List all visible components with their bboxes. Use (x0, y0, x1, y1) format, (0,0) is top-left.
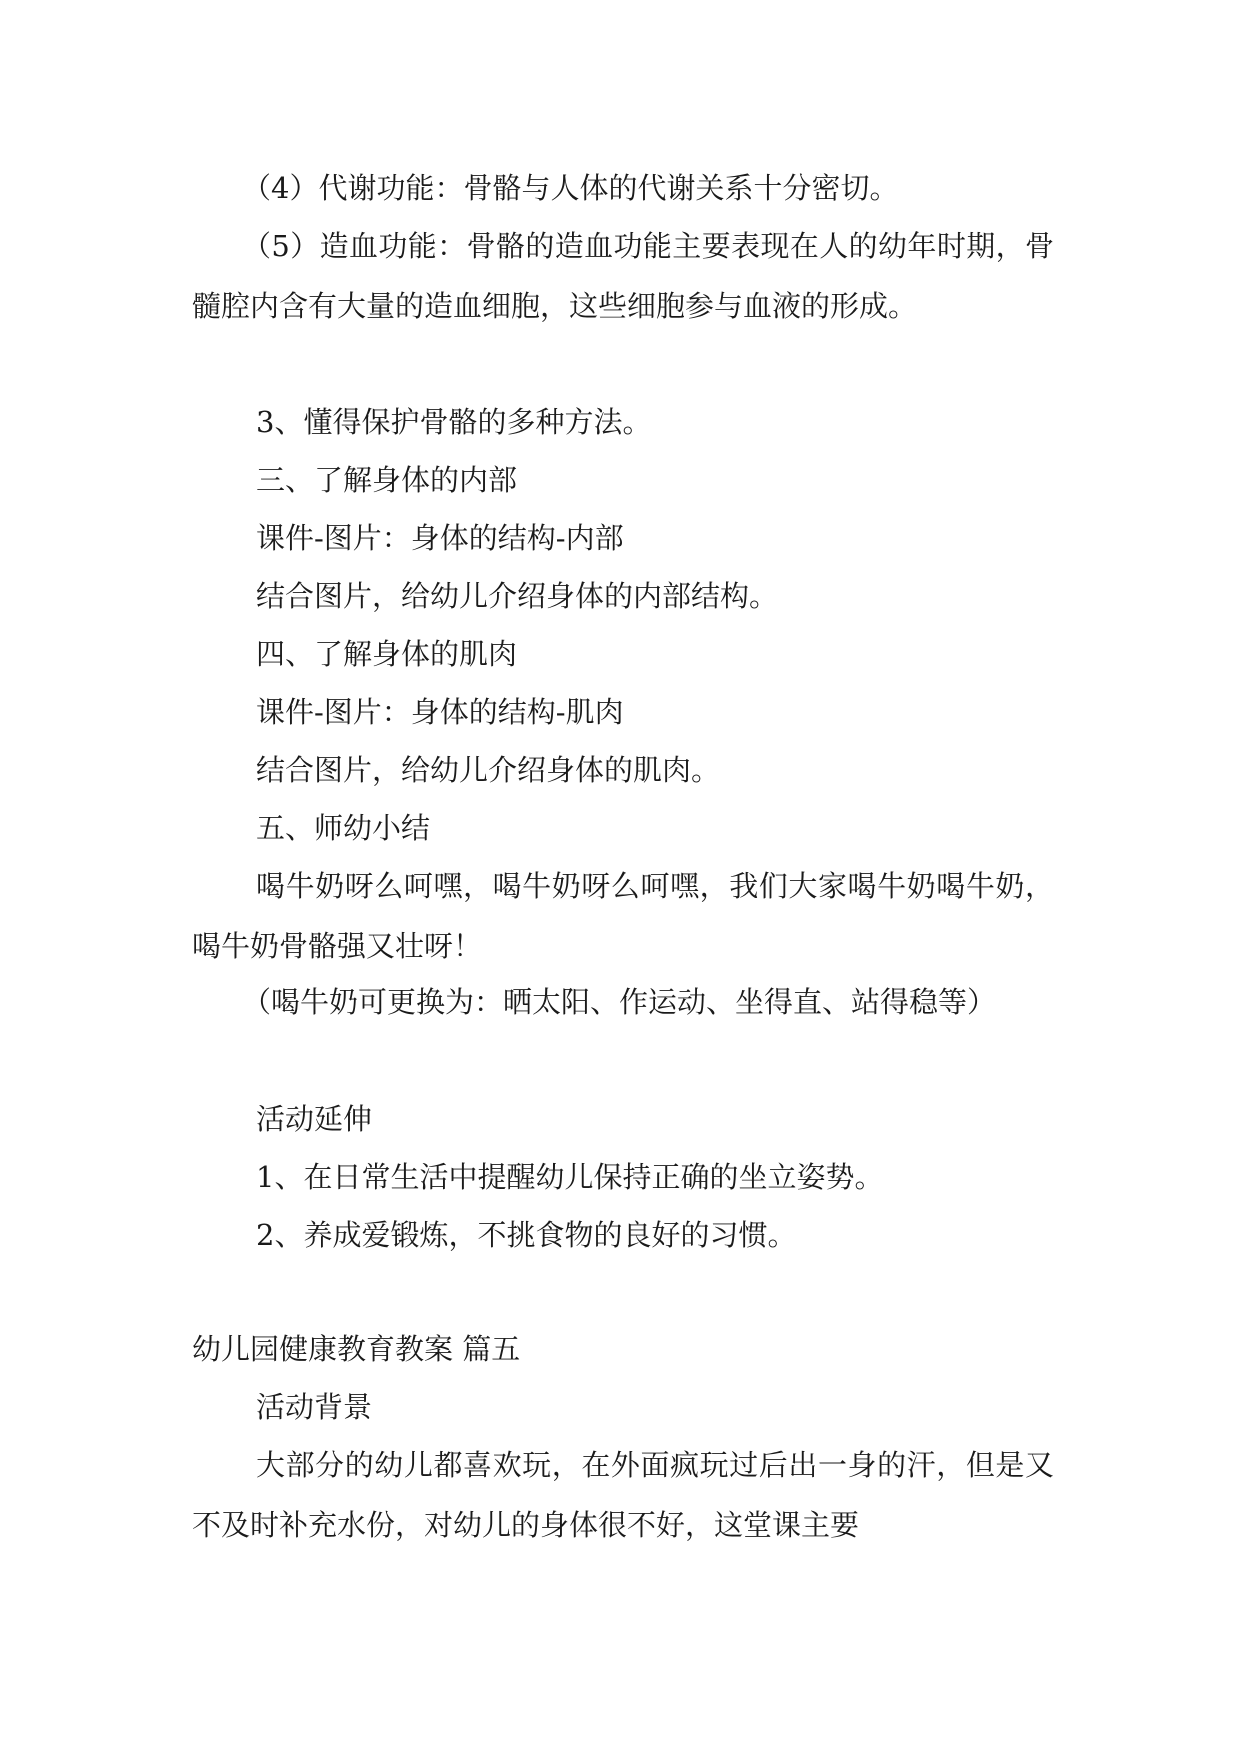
paragraph-courseware-muscles: 课件-图片：身体的结构-肌肉 (256, 695, 624, 729)
section-heading-background: 活动背景 (256, 1390, 373, 1424)
paragraph-courseware-internal: 课件-图片：身体的结构-内部 (256, 521, 624, 555)
section-heading-internal: 三、了解身体的内部 (256, 463, 518, 497)
section-heading-muscles: 四、了解身体的肌肉 (256, 637, 518, 671)
paragraph-extension-2: 2、养成爱锻炼，不挑食物的良好的习惯。 (256, 1218, 797, 1252)
paragraph-song: 喝牛奶呀么呵嘿，喝牛奶呀么呵嘿，我们大家喝牛奶喝牛奶，喝牛奶骨骼强又壮呀！ (192, 869, 1054, 963)
paragraph-song-note: （喝牛奶可更换为：晒太阳、作运动、坐得直、站得稳等） (242, 985, 997, 1019)
paragraph-background: 大部分的幼儿都喜欢玩，在外面疯玩过后出一身的汗，但是又不及时补充水份，对幼儿的身体很不好，这堂课主要 (192, 1448, 1054, 1542)
paragraph-protect-bones: 3、懂得保护骨骼的多种方法。 (256, 405, 652, 439)
paragraph-extension-1: 1、在日常生活中提醒幼儿保持正确的坐立姿势。 (256, 1160, 884, 1194)
paragraph-explain-internal: 结合图片，给幼儿介绍身体的内部结构。 (256, 579, 779, 613)
section-heading-extension: 活动延伸 (256, 1102, 373, 1136)
chapter-title: 幼儿园健康教育教案 篇五 (192, 1332, 521, 1366)
paragraph-explain-muscles: 结合图片，给幼儿介绍身体的肌肉。 (256, 753, 721, 787)
paragraph-metabolism: （4）代谢功能：骨骼与人体的代谢关系十分密切。 (242, 171, 899, 205)
section-heading-summary: 五、师幼小结 (256, 811, 431, 845)
paragraph-hematopoiesis: （5）造血功能：骨骼的造血功能主要表现在人的幼年时期，骨髓腔内含有大量的造血细胞，这些细胞参与血液的形成。 (192, 229, 1054, 323)
